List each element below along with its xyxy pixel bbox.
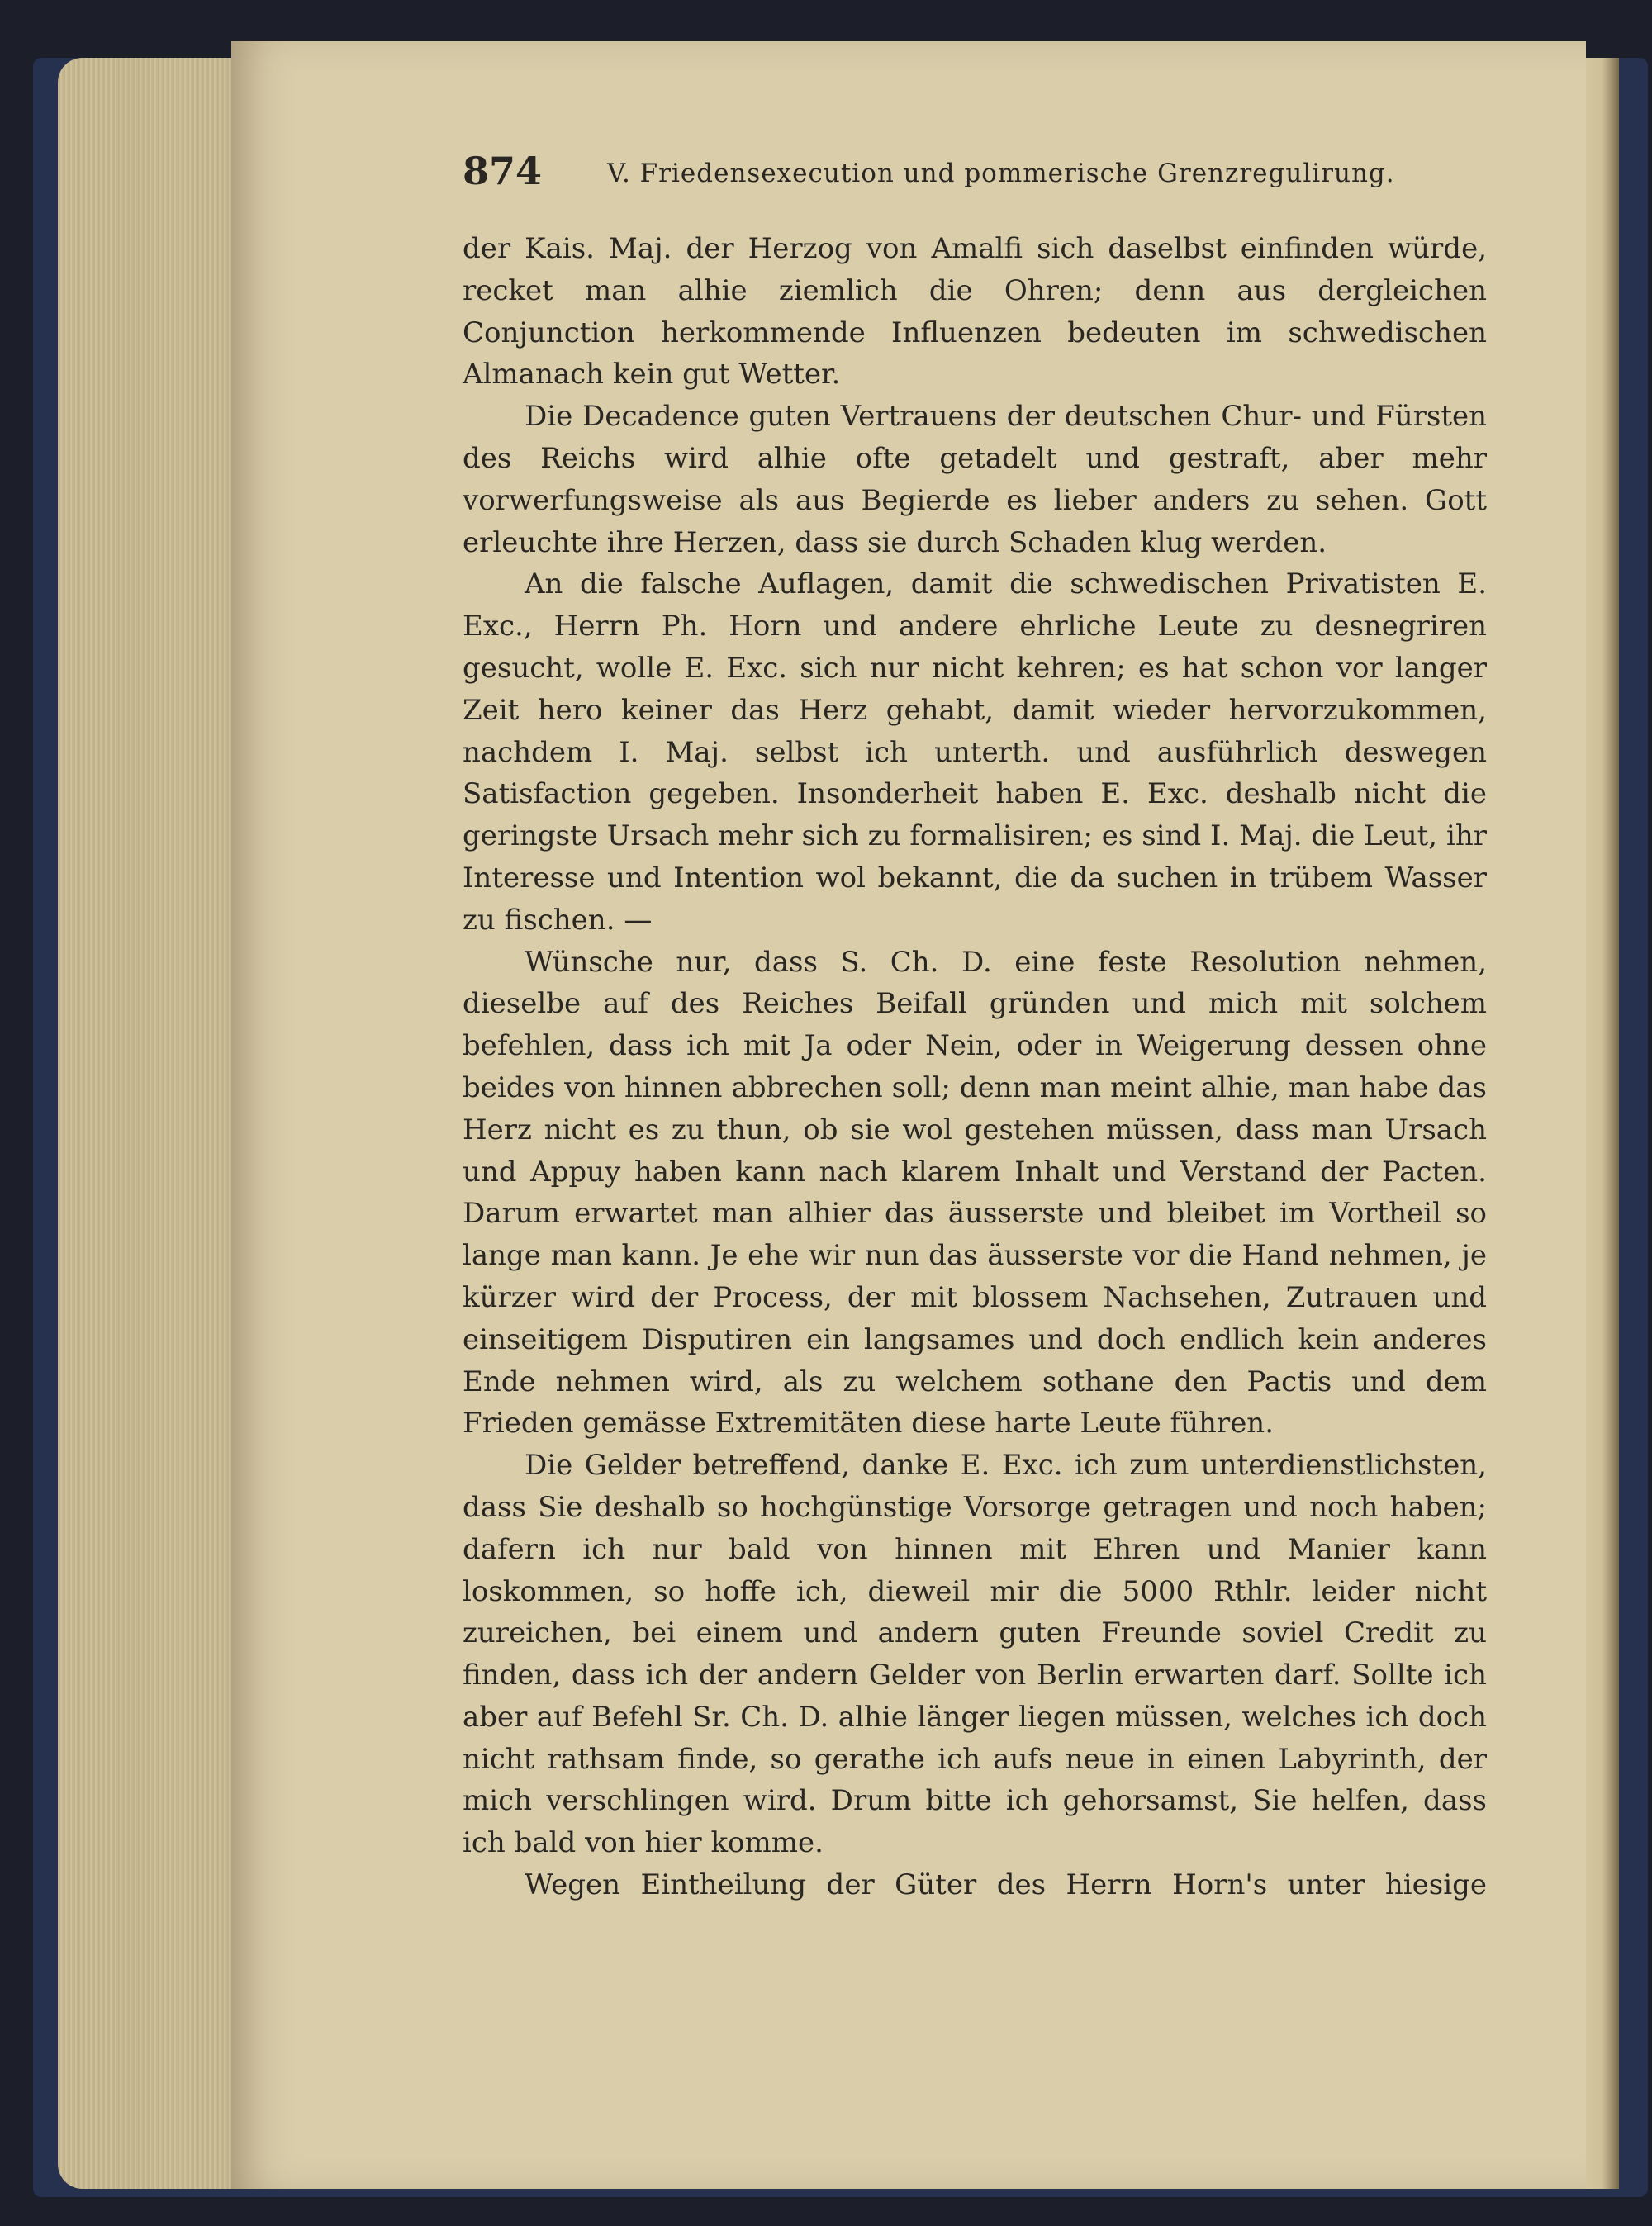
paragraph: Die Decadence guten Vertrauens der deutschen Chur- und Fürsten des Reichs wird alhie ofte getadelt und gestraft, aber mehr vorwerfungsweise als aus Begierde es lieber anders zu sehen. Gott erleuchte ihre Herzen, dass sie durch Schaden klug werden. <box>463 400 1487 559</box>
running-title: V. Friedensexecution und pommerische Grenzregulirung. <box>607 159 1395 188</box>
running-head <box>463 149 1520 206</box>
page-edges <box>58 58 248 2189</box>
paragraph: Die Gelder betreffend, danke E. Exc. ich zum unterdienstlichsten, dass Sie deshalb so hochgünstige Vorsorge getragen und noch haben; dafern ich nur bald von hinnen mit Ehren und Manier kann loskommen, so hoffe ich, dieweil mir die 5000 Rthlr. leider nicht zureichen, bei einem und andern guten Freunde soviel Credit zu finden, dass ich der andern Gelder von Berlin erwarten darf. Sollte ich aber auf Befehl Sr. Ch. D. alhie länger liegen müssen, welches ich doch nicht rathsam finde, so gerathe ich aufs neue in einen Labyrinth, der mich verschlingen wird. Drum bitte ich gehorsamst, Sie helfen, dass ich bald von hier komme. <box>463 1449 1487 1860</box>
paragraph: Wünsche nur, dass S. Ch. D. eine feste Resolution nehmen, dieselbe auf des Reiches Beifall gründen und mich mit solchem befehlen, dass ich mit Ja oder Nein, oder in Weigerung dessen ohne beides von hinnen abbrechen soll; denn man meint alhie, man habe das Herz nicht es zu thun, ob sie wol gestehen müssen, dass man Ursach und Appuy haben kann nach klarem Inhalt und Verstand der Pacten. Darum erwartet man alhier das äusserste und bleibet im Vortheil so lange man kann. Je ehe wir nun das äusserste vor die Hand nehmen, je kürzer wird der Process, der mit blossem Nachsehen, Zutrauen und einseitigem Disputiren ein langsames und doch endlich kein anderes Ende nehmen wird, als zu welchem sothane den Pactis und dem Frieden gemässe Extremitäten diese harte Leute führen. <box>463 945 1487 1440</box>
paragraph: der Kais. Maj. der Herzog von Amalfi sich daselbst einfinden würde, recket man alhie ziemlich die Ohren; denn aus dergleichen Conjunction herkommende Influenzen bedeuten im schwedischen Almanach kein gut Wetter. <box>463 232 1487 392</box>
paragraph: Wegen Eintheilung der Güter des Herrn Horn's unter hiesige <box>525 1868 1487 1902</box>
page-number: 874 <box>463 149 543 193</box>
paragraph: An die falsche Auflagen, damit die schwedischen Privatisten E. Exc., Herrn Ph. Horn und andere ehrliche Leute zu desnegriren gesucht, wolle E. Exc. sich nur nicht kehren; es hat schon vor langer Zeit hero keiner das Herz gehabt, damit wieder hervorzukommen, nachdem I. Maj. selbst ich unterth. und ausführlich deswegen Satisfaction gegeben. Insonderheit haben E. Exc. deshalb nicht die geringste Ursach mehr sich zu formalisiren; es sind I. Maj. die Leut, ihr Interesse und Intention wol bekannt, die da suchen in trübem Wasser zu fischen. — <box>463 567 1487 937</box>
body-text <box>463 228 1487 1906</box>
